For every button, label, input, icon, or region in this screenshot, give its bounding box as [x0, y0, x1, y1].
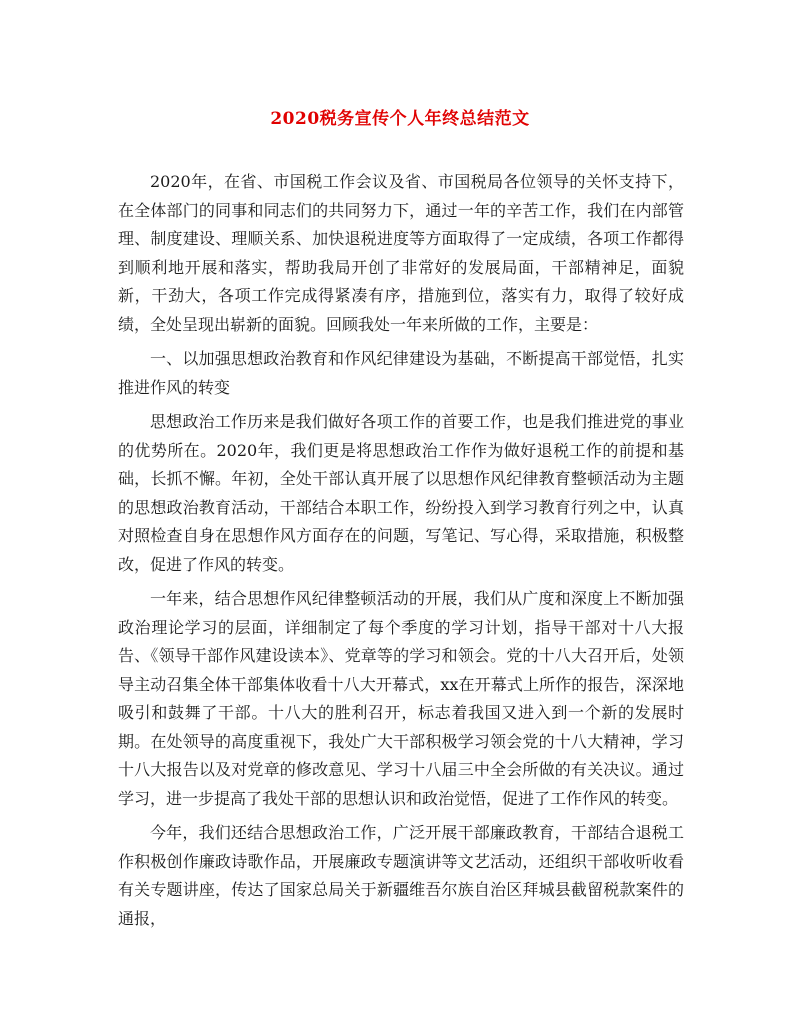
document-body — [118, 168, 684, 939]
paragraph-integrity-education: 今年，我们还结合思想政治工作，广泛开展干部廉政教育，干部结合退税工作积极创作廉政诗歌作品，开展廉政专题演讲等文艺活动，还组织干部收听收看有关专题讲座，传达了国家总局关于新疆维吾尔族自治区拜城县截留税款案件的通报， — [118, 823, 684, 928]
paragraph-intro: 2020年，在省、市国税工作会议及省、市国税局各位领导的关怀支持下，在全体部门的同事和同志们的共同努力下，通过一年的辛苦工作，我们在内部管理、制度建设、理顺关系、加快退税进度等方面取得了一定成绩，各项工作都得到顺利地开展和落实，帮助我局开创了非常好的发展局面，干部精神足，面貌新，干劲大，各项工作完成得紧凑有序，措施到位，落实有力，取得了较好成绩，全处呈现出崭新的面貌。回顾我处一年来所做的工作，主要是： — [118, 172, 684, 334]
paragraph-section-heading: 一、以加强思想政治教育和作风纪律建设为基础，不断提高干部觉悟，扎实推进作风的转变 — [118, 349, 684, 397]
paragraph-theory-study: 一年来，结合思想作风纪律整顿活动的开展，我们从广度和深度上不断加强政治理论学习的层面，详细制定了每个季度的学习计划，指导干部对十八大报告、《领导干部作风建设读本》、党章等的学习和领会。党的十八大召开后，处领导主动召集全体干部集体收看十八大开幕式，xx在开幕式上所作的报告，深深地吸引和鼓舞了干部。十八大的胜利召开，标志着我国又进入到一个新的发展时期。在处领导的高度重视下，我处广大干部积极学习领会党的十八大精神，学习十八大报告以及对党章的修改意见、学习十八届三中全会所做的有关决议。通过学习，进一步提高了我处干部的思想认识和政治觉悟，促进了工作作风的转变。 — [118, 589, 684, 808]
document-title: 2020税务宣传个人年终总结范文 — [270, 109, 530, 129]
paragraph-ideological-work: 思想政治工作历来是我们做好各项工作的首要工作，也是我们推进党的事业的优势所在。2020年，我们更是将思想政治工作作为做好退税工作的前提和基础，长抓不懈。年初，全处干部认真开展了以思想作风纪律教育整顿活动为主题的思想政治教育活动，干部结合本职工作，纷纷投入到学习教育行列之中，认真对照检查自身在思想作风方面存在的问题，写笔记、写心得，采取措施，积极整改，促进了作风的转变。 — [118, 412, 684, 574]
